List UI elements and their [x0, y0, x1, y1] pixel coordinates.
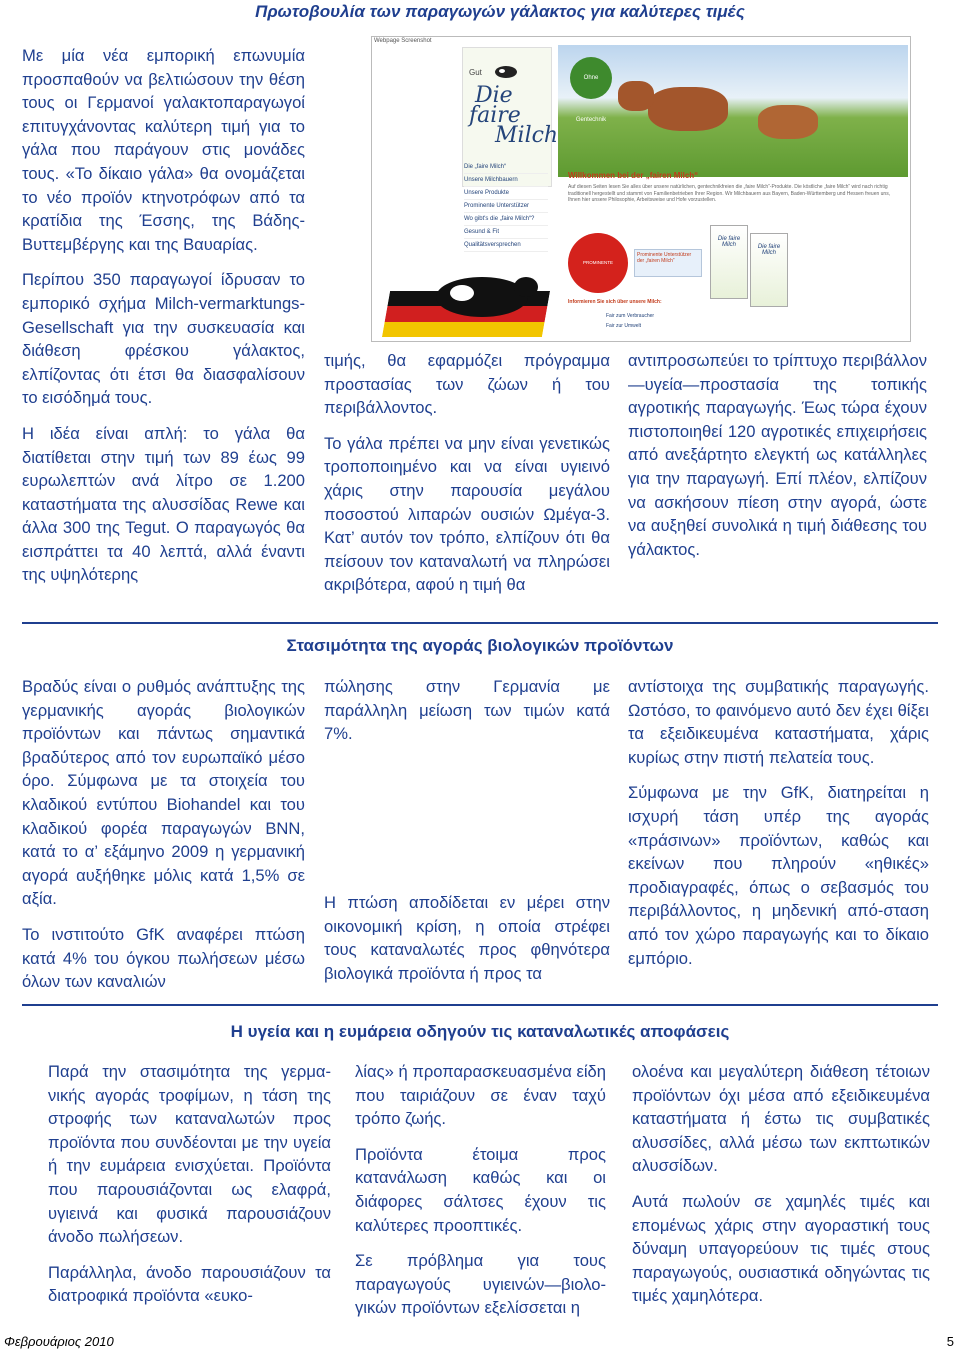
prominente-seal: PROMINENTE UNTERSTÜTZER: [568, 233, 628, 293]
paragraph: πώλησης στην Γερμανία με παράλληλη μείωση των τιμών κατά 7%.: [324, 677, 610, 744]
site-link: Fair zur Umwelt: [606, 323, 642, 329]
paragraph: Σύμφωνα με την GfK, διατηρείται η ισχυρή τάση υπέρ της αγοράς «πράσινων» προϊόντων, καθώς και εκείνων που πληρούν «ηθικές» προδιαγραφές, όπως ο σεβασμός του περιβάλλοντος, η μηδενική από-σταση από τον χώρο παραγωγής και το δίκαιο εμπόριο.: [628, 783, 929, 968]
site-link: Fair zum Verbraucher: [606, 313, 655, 319]
section-title-organic-market: Στασιμότητα της αγοράς βιολογικών προϊόντων: [286, 636, 674, 655]
section-title-milk-initiative: Πρωτοβουλία των παραγωγών γάλακτος για καλύτερες τιμές: [255, 2, 745, 21]
milk-carton: Die faire Milch: [710, 225, 748, 299]
faire-milch-webpage-image: [371, 36, 911, 342]
divider: [22, 622, 938, 624]
paragraph: Περίπου 350 παραγωγοί ίδρυσαν το εμπορικό σχήμα Milch-vermarktungs-Gesellschaft για την συσκευασία και διάθεση φρέσκου γάλακτος, ελπίζοντας ότι έτσι θα διασφαλίσουν το εισόδημά τους.: [22, 270, 305, 408]
milk-carton: Die faire Milch: [750, 233, 788, 307]
paragraph: αντιπροσωπεύει το τρίπτυχο περιβάλλον—υγεία—προστασία της τοπικής αγροτικής παραγωγής. Έως τώρα έχουν πιστοποιηθεί 120 αγροτικές επιχειρήσεις από ανεξάρτητο ελεγκτή ως κατάλληλες για την παραγωγή. Επί πλέον, ελπίζουν να ασκήσουν πίεση στην αγορά, ώστε να αυξηθεί συνολικά η τιμή διάθεσης του γάλακτος.: [628, 351, 927, 559]
section2-column-1: [22, 675, 305, 1006]
welcome-heading: Willkommen bei der „fairen Milch“: [568, 171, 699, 180]
menu-item: Qualitätsversprechen: [464, 239, 548, 252]
section2-column-3: [628, 675, 929, 982]
section2-column-2b: [324, 891, 610, 997]
paragraph: Προϊόντα έτοιμα προς κατανάλωση καθώς και οι διάφορες σάλτσες έχουν τις καλύτερες προοπτικές.: [355, 1144, 606, 1235]
paragraph: λίας» ή προπαρασκευασμένα είδη που ταιριάζουν σε έναν ταχύ τρόπο ζωής.: [355, 1062, 606, 1129]
section3-column-3: [632, 1060, 930, 1320]
section3-column-1: [48, 1060, 331, 1320]
footer-date: Φεβρουάριος 2010: [4, 1334, 114, 1349]
divider: [22, 1004, 938, 1006]
menu-item: Unsere Produkte: [464, 187, 548, 200]
paragraph: Παράλληλα, άνοδο παρουσιάζουν τα διατροφικά προϊόντα «ευκο-: [48, 1262, 331, 1306]
site-links: [606, 311, 654, 331]
menu-item: Prominente Unterstützer: [464, 200, 548, 213]
prominente-box: Prominente Unterstützer der „fairen Milch“: [634, 249, 702, 277]
paragraph: Με μία νέα εμπορική επωνυμία προσπαθούν να βελτιώσουν την θέση τους οι Γερμανοί γαλακτοπαραγωγοί επιτυγχάνοντας καλύτερη τιμή για το γάλα που παράγουν στις μονάδες τους. «Το δίκαιο γάλα» θα ονομάζεται το νέο προϊόν κτηνοτρόφων από τα κρατίδια της Έσσης, της Βάδης-Βυττεμβέργης και της Βαυαρίας.: [22, 46, 305, 254]
menu-item: Die „faire Milch“: [464, 161, 548, 174]
paragraph: ολοένα και μεγαλύτερη διάθεση τέτοιων προϊόντων όχι μέσα από εξειδικευμένα καταστήματα ή έστω τις συμβατικές αλυσσίδες, αλλά μέσω των εκπτωτικών αλυσσίδων.: [632, 1062, 930, 1176]
image-caption: Webpage Screenshot: [374, 38, 432, 44]
section3-column-2: [355, 1060, 606, 1332]
ohne-gentechnik-badge: Ohne Gentechnik: [570, 57, 612, 99]
section-title-health-wellbeing: Η υγεία και η ευμάρεια οδηγούν τις καταναλωτικές αποφάσεις: [230, 1022, 730, 1041]
menu-item: Unsere Milchbauern: [464, 174, 548, 187]
menu-item: Gesund & Fit: [464, 226, 548, 239]
gut-label: Gut: [469, 68, 482, 77]
paragraph: Αυτά πωλούν σε χαμηλές τιμές και επομένως χάρις στην αγοραστική τους δύναμη υπαγορεύουν τις τιμές στους παραγωγούς, ουσιαστικά οδηγώντας τις τιμές χαμηλότερα.: [632, 1191, 930, 1306]
paragraph: Η πτώση αποδίδεται εν μέρει στην οικονομική κρίση, η οποία στρέφει τους καταναλωτές προς φθηνότερα βιολογικά προϊόντα ή προς τα: [324, 893, 610, 983]
section1-column-3: [628, 349, 927, 573]
info-heading: Informieren Sie sich über unsere Milch:: [568, 299, 662, 305]
paragraph: Παρά την στασιμότητα της γερμα-νικής αγοράς τροφίμων, η τάση της στροφής των καταναλωτών προς προϊόντα που συνδέονται με την υγεία ή την ευμάρεια ενισχύεται. Προϊόντα που παρουσιάζονται ως ελαφρά, υγιεινά και φυσικά παρουσιάζουν άνοδο πωλήσεων.: [48, 1062, 331, 1247]
logo-text: Die faire Milch: [469, 83, 559, 148]
page-number: 5: [946, 1334, 954, 1349]
cows-photo: [558, 45, 908, 177]
black-cow-icon: [422, 271, 542, 323]
paragraph: Βραδύς είναι ο ρυθμός ανάπτυξης της γερμανικής αγοράς βιολογικών προϊόντων και πάντως σημαντικά βραδύτερος από τον ευρωπαϊκό μέσο όρο. Σύμφωνα με τα στοιχεία του κλαδικού εντύπου Biohandel και του κλαδικού φορέα παραγωγών BNN, κατά το α’ εξάμηνο 2009 η γερμανική αγορά αυξήθηκε μόλις κατά 1,5% σε αξία.: [22, 677, 305, 909]
paragraph: αντίστοιχα της συμβατικής παραγωγής. Ωστόσο, το φαινόμενο αυτό δεν έχει θίξει τα εξειδικευμένα καταστήματα, χάρις κυρίως στην πιστή πελατεία τους.: [628, 677, 929, 767]
section1-column-1: [22, 44, 305, 599]
welcome-text: Auf diesen Seiten lesen Sie alles über unsere natürlichen, gentechnikfreien die „faire Milch“-Produkte. Die köstliche „faire Milch“ wird nach richtig traditionell hergestellt und stammt von Familienbetrieben Ihrer Region. Wir Milchbauern aus Bayern, Baden-Württemberg und Hessen freuen uns, Ihnen hier unsere Philosophie, Arbeitsweise und Hofe vorzustellen.: [568, 184, 891, 203]
paragraph: Το γάλα πρέπει να μην είναι γενετικώς τροποποιημένο και να είναι υγιεινό χάρις στην παρουσία μεγάλου ποσοστού λιπαρών ουσιών Ωμέγα-3. Κατ’ αυτόν τον τρόπο, ελπίζουν ότι θα πείσουν τον καταναλωτή να πληρώσει ακριβότερα, αφού η τιμή θα: [324, 433, 610, 595]
paragraph: Η ιδέα είναι απλή: το γάλα θα διατίθεται στην τιμή των 89 έως 99 ευρωλεπτών ανά λίτρο σε 1.200 καταστήματα της αλυσσίδας Rewe και άλλα 300 της Tegut. Ο παραγωγός θα εισπράττει τα 40 λεπτά, αλλά έναντι της υψηλότερης: [22, 423, 305, 585]
paragraph: τιμής, θα εφαρμόζει πρόγραμμα προστασίας των ζώων ή του περιβάλλοντος.: [324, 351, 610, 418]
menu-item: Wo gibt's die „faire Milch“?: [464, 213, 548, 226]
cow-logo-icon: [493, 62, 519, 80]
site-menu: [464, 161, 548, 252]
section2-column-2a: [324, 675, 610, 758]
paragraph: Σε πρόβλημα για τους παραγωγούς υγιεινών—βιολο-γικών προϊόντων εξελίσσεται η: [355, 1251, 606, 1318]
paragraph: Το ινστιτούτο GfK αναφέρει πτώση κατά 4% του όγκου πωλήσεων μέσω όλων των καναλιών: [22, 924, 305, 992]
section1-column-2: [324, 349, 610, 609]
